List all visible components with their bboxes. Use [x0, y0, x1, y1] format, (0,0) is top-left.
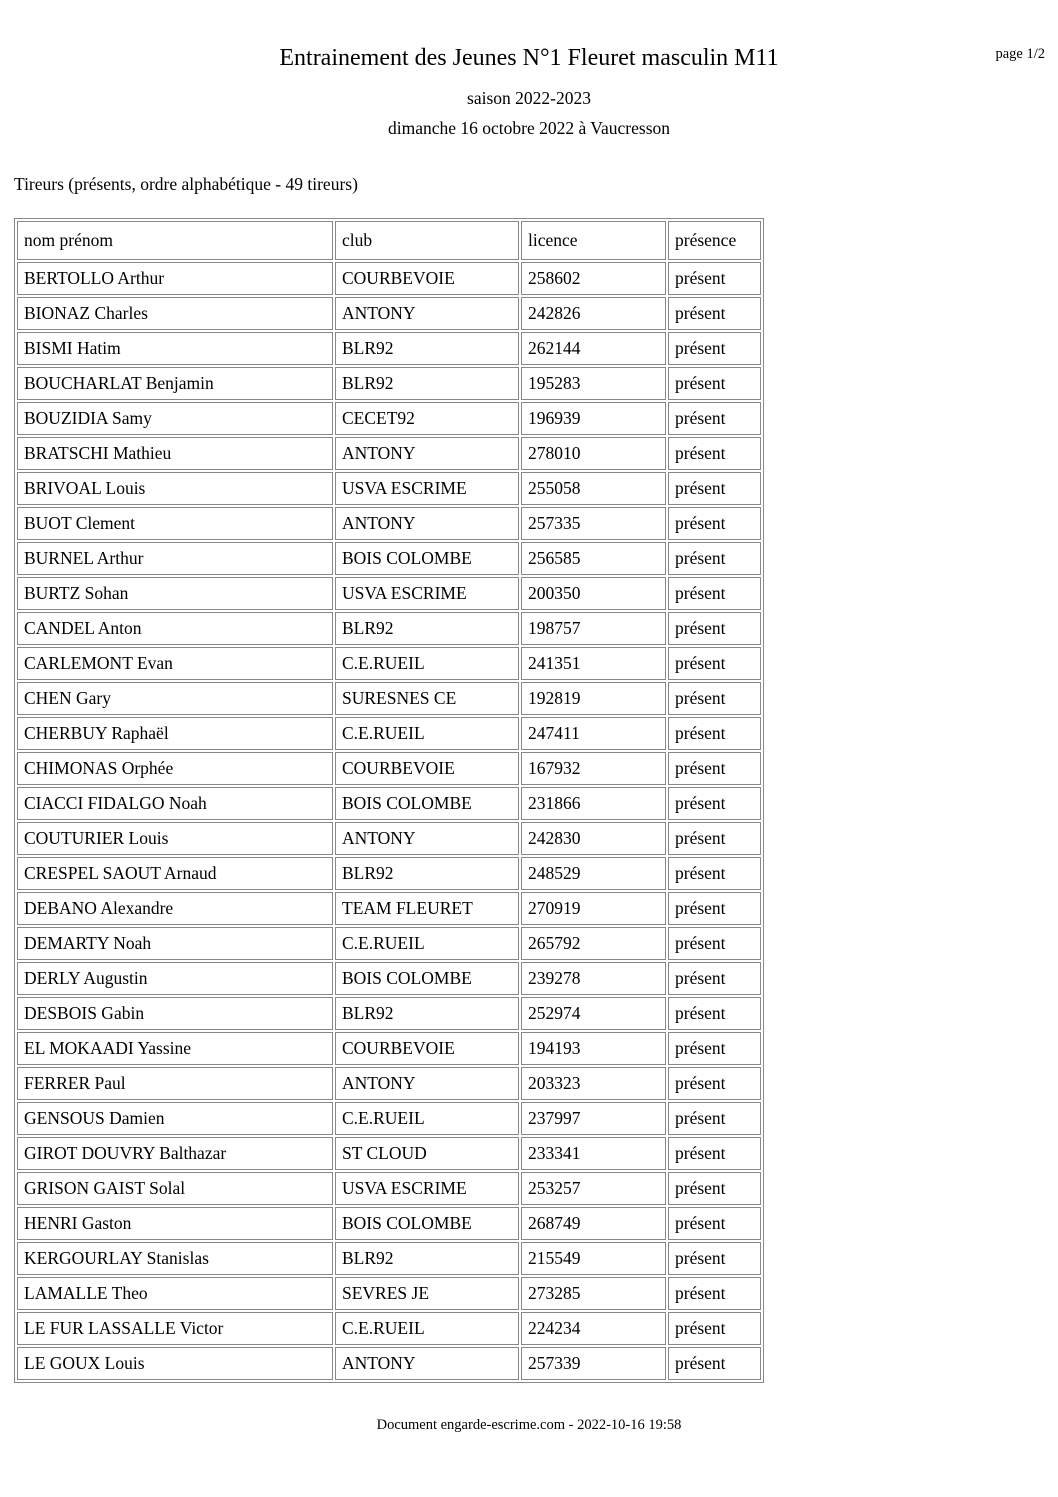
- cell-presence: présent: [668, 297, 761, 330]
- cell-club: TEAM FLEURET: [335, 892, 519, 925]
- cell-name: CARLEMONT Evan: [17, 647, 333, 680]
- cell-name: CRESPEL SAOUT Arnaud: [17, 857, 333, 890]
- cell-presence: présent: [668, 1102, 761, 1135]
- cell-club: ANTONY: [335, 437, 519, 470]
- cell-presence: présent: [668, 927, 761, 960]
- cell-presence: présent: [668, 437, 761, 470]
- cell-licence: 239278: [521, 962, 666, 995]
- cell-club: USVA ESCRIME: [335, 1172, 519, 1205]
- cell-club: C.E.RUEIL: [335, 717, 519, 750]
- cell-presence: présent: [668, 402, 761, 435]
- cell-presence: présent: [668, 1172, 761, 1205]
- cell-club: BOIS COLOMBE: [335, 542, 519, 575]
- cell-presence: présent: [668, 857, 761, 890]
- table-row: [17, 1347, 761, 1380]
- cell-licence: 278010: [521, 437, 666, 470]
- cell-presence: présent: [668, 367, 761, 400]
- cell-club: COURBEVOIE: [335, 752, 519, 785]
- cell-club: ANTONY: [335, 822, 519, 855]
- cell-name: BISMI Hatim: [17, 332, 333, 365]
- cell-presence: présent: [668, 507, 761, 540]
- cell-name: DERLY Augustin: [17, 962, 333, 995]
- table-row: [17, 717, 761, 750]
- cell-presence: présent: [668, 717, 761, 750]
- table-row: [17, 577, 761, 610]
- cell-name: COUTURIER Louis: [17, 822, 333, 855]
- cell-licence: 196939: [521, 402, 666, 435]
- cell-presence: présent: [668, 997, 761, 1030]
- table-row: [17, 472, 761, 505]
- cell-name: BRATSCHI Mathieu: [17, 437, 333, 470]
- cell-licence: 203323: [521, 1067, 666, 1100]
- cell-name: BOUZIDIA Samy: [17, 402, 333, 435]
- cell-licence: 247411: [521, 717, 666, 750]
- table-row: [17, 1102, 761, 1135]
- cell-licence: 273285: [521, 1277, 666, 1310]
- date-place-subtitle: dimanche 16 octobre 2022 à Vaucresson: [387, 118, 671, 138]
- document-footer: Document engarde-escrime.com - 2022-10-16 19:58: [376, 1417, 682, 1433]
- cell-name: BRIVOAL Louis: [17, 472, 333, 505]
- table-row: [17, 752, 761, 785]
- table-body: [17, 262, 761, 1380]
- cell-name: HENRI Gaston: [17, 1207, 333, 1240]
- cell-licence: 258602: [521, 262, 666, 295]
- cell-name: BIONAZ Charles: [17, 297, 333, 330]
- cell-name: EL MOKAADI Yassine: [17, 1032, 333, 1065]
- table-row: [17, 1032, 761, 1065]
- table-row: [17, 437, 761, 470]
- cell-name: GIROT DOUVRY Balthazar: [17, 1137, 333, 1170]
- table-row: [17, 332, 761, 365]
- cell-presence: présent: [668, 612, 761, 645]
- cell-licence: 224234: [521, 1312, 666, 1345]
- cell-name: GENSOUS Damien: [17, 1102, 333, 1135]
- cell-presence: présent: [668, 1277, 761, 1310]
- column-header-club: club: [335, 221, 519, 260]
- cell-licence: 252974: [521, 997, 666, 1030]
- table-row: [17, 1067, 761, 1100]
- cell-licence: 253257: [521, 1172, 666, 1205]
- cell-club: BLR92: [335, 367, 519, 400]
- table-row: [17, 367, 761, 400]
- table-row: [17, 962, 761, 995]
- cell-licence: 241351: [521, 647, 666, 680]
- cell-name: LAMALLE Theo: [17, 1277, 333, 1310]
- cell-presence: présent: [668, 1242, 761, 1275]
- cell-name: BURTZ Sohan: [17, 577, 333, 610]
- cell-licence: 200350: [521, 577, 666, 610]
- cell-presence: présent: [668, 1312, 761, 1345]
- cell-club: COURBEVOIE: [335, 262, 519, 295]
- cell-name: CIACCI FIDALGO Noah: [17, 787, 333, 820]
- cell-club: BLR92: [335, 997, 519, 1030]
- table-row: [17, 262, 761, 295]
- table-row: [17, 612, 761, 645]
- cell-licence: 255058: [521, 472, 666, 505]
- cell-name: CANDEL Anton: [17, 612, 333, 645]
- table-row: [17, 1207, 761, 1240]
- cell-presence: présent: [668, 682, 761, 715]
- season-subtitle: saison 2022-2023: [467, 88, 591, 108]
- cell-club: ST CLOUD: [335, 1137, 519, 1170]
- table-row: [17, 1137, 761, 1170]
- table-row: [17, 1312, 761, 1345]
- column-header-presence: présence: [668, 221, 761, 260]
- cell-club: C.E.RUEIL: [335, 1102, 519, 1135]
- cell-presence: présent: [668, 262, 761, 295]
- cell-name: KERGOURLAY Stanislas: [17, 1242, 333, 1275]
- table-row: [17, 1277, 761, 1310]
- cell-licence: 257339: [521, 1347, 666, 1380]
- cell-club: BLR92: [335, 332, 519, 365]
- cell-presence: présent: [668, 647, 761, 680]
- table-row: [17, 892, 761, 925]
- cell-presence: présent: [668, 472, 761, 505]
- cell-club: C.E.RUEIL: [335, 927, 519, 960]
- cell-presence: présent: [668, 822, 761, 855]
- cell-name: BURNEL Arthur: [17, 542, 333, 575]
- table-row: [17, 507, 761, 540]
- table-row: [17, 822, 761, 855]
- cell-licence: 248529: [521, 857, 666, 890]
- cell-club: BOIS COLOMBE: [335, 787, 519, 820]
- cell-name: BERTOLLO Arthur: [17, 262, 333, 295]
- cell-licence: 233341: [521, 1137, 666, 1170]
- cell-licence: 237997: [521, 1102, 666, 1135]
- cell-name: CHERBUY Raphaël: [17, 717, 333, 750]
- cell-name: CHEN Gary: [17, 682, 333, 715]
- cell-licence: 167932: [521, 752, 666, 785]
- cell-licence: 262144: [521, 332, 666, 365]
- cell-club: SURESNES CE: [335, 682, 519, 715]
- cell-club: BLR92: [335, 612, 519, 645]
- cell-presence: présent: [668, 1032, 761, 1065]
- cell-name: GRISON GAIST Solal: [17, 1172, 333, 1205]
- cell-club: BLR92: [335, 1242, 519, 1275]
- cell-presence: présent: [668, 1067, 761, 1100]
- tireurs-table: [14, 218, 764, 1383]
- cell-name: LE FUR LASSALLE Victor: [17, 1312, 333, 1345]
- cell-club: BLR92: [335, 857, 519, 890]
- table-header: [17, 221, 761, 260]
- tireurs-section-label: Tireurs (présents, ordre alphabétique - 49 tireurs): [14, 174, 358, 194]
- cell-presence: présent: [668, 542, 761, 575]
- cell-club: SEVRES JE: [335, 1277, 519, 1310]
- cell-name: DEMARTY Noah: [17, 927, 333, 960]
- column-header-licence: licence: [521, 221, 666, 260]
- table-row: [17, 647, 761, 680]
- table-header-row: [17, 221, 761, 260]
- cell-club: CECET92: [335, 402, 519, 435]
- cell-presence: présent: [668, 1347, 761, 1380]
- cell-name: FERRER Paul: [17, 1067, 333, 1100]
- cell-name: BUOT Clement: [17, 507, 333, 540]
- page-number: page 1/2: [995, 46, 1045, 62]
- cell-licence: 215549: [521, 1242, 666, 1275]
- table-row: [17, 927, 761, 960]
- table-row: [17, 787, 761, 820]
- cell-licence: 242830: [521, 822, 666, 855]
- cell-licence: 195283: [521, 367, 666, 400]
- table-row: [17, 402, 761, 435]
- cell-club: USVA ESCRIME: [335, 577, 519, 610]
- table-row: [17, 857, 761, 890]
- cell-licence: 231866: [521, 787, 666, 820]
- cell-presence: présent: [668, 1137, 761, 1170]
- cell-presence: présent: [668, 752, 761, 785]
- cell-club: BOIS COLOMBE: [335, 1207, 519, 1240]
- cell-club: COURBEVOIE: [335, 1032, 519, 1065]
- cell-licence: 198757: [521, 612, 666, 645]
- column-header-name: nom prénom: [17, 221, 333, 260]
- cell-club: USVA ESCRIME: [335, 472, 519, 505]
- table-row: [17, 542, 761, 575]
- table-row: [17, 682, 761, 715]
- cell-name: CHIMONAS Orphée: [17, 752, 333, 785]
- cell-licence: 242826: [521, 297, 666, 330]
- cell-presence: présent: [668, 962, 761, 995]
- cell-presence: présent: [668, 892, 761, 925]
- table-row: [17, 1172, 761, 1205]
- cell-presence: présent: [668, 577, 761, 610]
- cell-name: BOUCHARLAT Benjamin: [17, 367, 333, 400]
- cell-club: ANTONY: [335, 1347, 519, 1380]
- cell-club: C.E.RUEIL: [335, 1312, 519, 1345]
- cell-licence: 265792: [521, 927, 666, 960]
- document-title: Entrainement des Jeunes N°1 Fleuret masculin M11: [279, 45, 779, 71]
- cell-club: ANTONY: [335, 297, 519, 330]
- cell-name: LE GOUX Louis: [17, 1347, 333, 1380]
- cell-club: C.E.RUEIL: [335, 647, 519, 680]
- cell-club: ANTONY: [335, 507, 519, 540]
- cell-licence: 192819: [521, 682, 666, 715]
- cell-licence: 268749: [521, 1207, 666, 1240]
- cell-licence: 256585: [521, 542, 666, 575]
- cell-club: BOIS COLOMBE: [335, 962, 519, 995]
- cell-club: ANTONY: [335, 1067, 519, 1100]
- table-row: [17, 297, 761, 330]
- cell-presence: présent: [668, 1207, 761, 1240]
- cell-licence: 194193: [521, 1032, 666, 1065]
- cell-licence: 257335: [521, 507, 666, 540]
- table-row: [17, 997, 761, 1030]
- cell-name: DEBANO Alexandre: [17, 892, 333, 925]
- cell-presence: présent: [668, 332, 761, 365]
- table-row: [17, 1242, 761, 1275]
- cell-licence: 270919: [521, 892, 666, 925]
- cell-name: DESBOIS Gabin: [17, 997, 333, 1030]
- cell-presence: présent: [668, 787, 761, 820]
